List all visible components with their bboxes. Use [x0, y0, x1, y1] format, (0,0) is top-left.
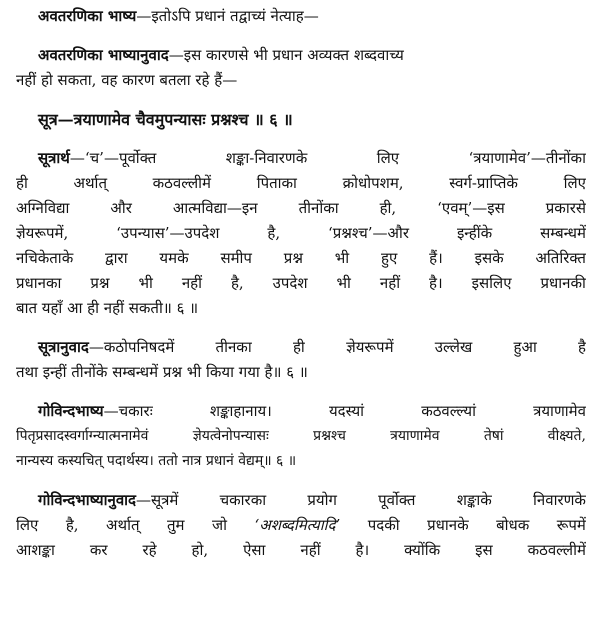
text-span: प्रधानकी — [540, 274, 586, 292]
section-sutranuvad — [16, 335, 586, 385]
text-span: ज्ञेयरूपमें — [346, 338, 394, 356]
text-span: उल्लेख — [434, 338, 473, 356]
section-heading: गोविन्दभाष्य — [38, 402, 104, 420]
text-span: कर — [89, 541, 108, 559]
text-span: हैं। — [429, 249, 443, 267]
text-span: क्योंकि — [404, 541, 441, 559]
text-span: अर्थात् — [73, 174, 107, 192]
text-line — [16, 449, 586, 474]
text-span: त्रयाणामेव — [533, 402, 586, 420]
text-span: प्रश्न — [90, 274, 110, 292]
text-span: कठवल्ल्यां — [421, 402, 476, 420]
text-span: —चकारः — [103, 402, 153, 420]
text-span: ज्ञेयरूपमें, — [16, 224, 69, 242]
text-span: है, — [230, 274, 244, 292]
text-line — [16, 68, 586, 93]
text-span: प्रधानके — [427, 516, 469, 534]
text-span: है। — [429, 274, 443, 292]
section-heading: सूत्रानुवाद — [38, 338, 89, 356]
text-span: उपदेश — [272, 274, 308, 292]
text-span: हुआ — [513, 338, 537, 356]
text-span: ही — [16, 174, 28, 192]
text-span — [38, 399, 153, 424]
text-line — [16, 4, 586, 29]
text-span: नहीं — [300, 541, 321, 559]
text-span: शङ्काके — [456, 491, 492, 509]
text-line — [16, 538, 586, 563]
section-heading: गोविन्दभाष्यानुवाद — [38, 491, 137, 509]
text-span: हो, — [191, 541, 209, 559]
text-span: है, — [267, 224, 281, 242]
text-span: सम्बन्धमें — [540, 224, 586, 242]
text-span: भी — [334, 249, 350, 267]
text-span: रूपमें — [556, 516, 586, 534]
text-span: ‘प्रश्नश्च’—और — [327, 224, 410, 242]
text-span: प्रयोग — [307, 491, 337, 509]
text-span: समीप — [220, 249, 252, 267]
text-span: हुए — [381, 249, 398, 267]
text-span: अतिरिक्त — [535, 249, 586, 267]
section-heading: अवतरणिका भाष्यानुवाद — [38, 46, 169, 64]
text-line — [16, 221, 586, 246]
text-span: —सूत्रमें — [136, 491, 179, 509]
text-span: ‘उपन्यास’—उपदेश — [116, 224, 220, 242]
text-span: बोधक — [496, 516, 530, 534]
text-line — [16, 399, 586, 424]
text-span: प्रधानका — [16, 274, 62, 292]
text-span: इसलिए — [471, 274, 512, 292]
text-line — [16, 360, 586, 385]
text-span: नहीं हो सकता, वह कारण बतला रहे हैं— — [16, 71, 238, 89]
section-heading: अवतरणिका भाष्य — [38, 7, 137, 25]
text-span: पूर्वोक्त — [378, 491, 416, 509]
text-span: नहीं — [181, 274, 203, 292]
section-sutra — [16, 107, 586, 132]
text-span: जो — [211, 516, 227, 534]
text-span: तुम — [166, 516, 185, 534]
section-govinda-bhashyanuvad — [16, 488, 586, 563]
section-govinda-bhashya — [16, 399, 586, 474]
text-span: प्रकारसे — [545, 199, 586, 217]
text-span: अग्निविद्या — [16, 199, 70, 217]
text-line — [16, 513, 586, 538]
text-span: और — [110, 199, 132, 217]
text-span: वीक्ष्यते, — [547, 428, 586, 444]
text-span: रहे — [142, 541, 157, 559]
text-span — [38, 488, 178, 513]
text-span: —कठोपनिषदमें — [88, 338, 175, 356]
text-span: लिए — [376, 149, 400, 167]
text-span: इन्हींके — [456, 224, 493, 242]
text-span: बात यहाँ आ ही नहीं सकती॥ ६ ॥ — [16, 299, 199, 317]
text-span: लिए — [16, 516, 39, 534]
text-span: ‘अशब्दमित्यादि’ — [254, 516, 341, 534]
text-span: कठवल्लीमें — [527, 541, 586, 559]
section-avataranika-bhashya — [16, 4, 586, 29]
text-span: है — [578, 338, 586, 356]
text-span: द्वारा — [105, 249, 128, 267]
text-span: प्रश्नश्च — [313, 428, 346, 444]
text-span: तीनका — [215, 338, 252, 356]
text-span: नचिकेताके — [16, 249, 74, 267]
text-span: कठवल्लीमें — [152, 174, 212, 192]
text-span: आशङ्का — [16, 541, 55, 559]
text-span: तीनोंका — [298, 199, 339, 217]
text-span: —‘च’—पूर्वोक्त — [69, 149, 157, 167]
text-line — [16, 271, 586, 296]
text-span: है। — [355, 541, 370, 559]
text-span: —इस कारणसे भी प्रधान अव्यक्त शब्दवाच्य — [168, 46, 404, 64]
text-span: ही — [292, 338, 305, 356]
text-span: त्रयाणामेव — [390, 428, 440, 444]
text-span: नहीं — [379, 274, 401, 292]
section-sutrartha — [16, 146, 586, 321]
text-line — [16, 146, 586, 171]
text-span: शङ्का-निवारणके — [225, 149, 308, 167]
section-avataranika-bhashyanuvad — [16, 43, 586, 93]
text-line — [16, 296, 586, 321]
text-line — [16, 424, 586, 449]
text-span: इसके — [474, 249, 504, 267]
text-span: है, — [65, 516, 79, 534]
text-span: ऐसा — [243, 541, 266, 559]
text-span: ज्ञेयत्वेनोपन्यासः — [192, 428, 269, 444]
text-span: निवारणके — [533, 491, 586, 509]
text-line — [16, 43, 586, 68]
text-span: चकारका — [219, 491, 267, 509]
text-span: पिताका — [256, 174, 297, 192]
text-span: इस — [475, 541, 493, 559]
text-line — [16, 488, 586, 513]
text-span: आत्मविद्या—इन — [172, 199, 258, 217]
text-span: अर्थात् — [106, 516, 140, 534]
text-span: तथा इन्हीं तीनोंके सम्बन्धमें प्रश्न भी किया गया है॥ ६ ॥ — [16, 363, 308, 381]
text-line — [16, 246, 586, 271]
text-span: तेषां — [483, 428, 504, 444]
text-span: पितृप्रसादस्वर्गाग्न्यात्मनामेवं — [16, 428, 149, 444]
text-span: शङ्काहानाय। — [209, 402, 272, 420]
text-line — [16, 171, 586, 196]
text-span: प्रश्न — [283, 249, 303, 267]
text-span: —इतोऽपि प्रधानं तद्वाच्यं नेत्याह— — [136, 7, 319, 25]
text-span: भी — [138, 274, 153, 292]
text-span: नान्यस्य कस्यचित् पदार्थस्य। ततो नात्र प्रधानं वेद्यम्॥ ६ ॥ — [16, 453, 297, 469]
text-span: क्रोधोपशम, — [342, 174, 404, 192]
text-span: यदस्यां — [328, 402, 365, 420]
text-span: पदकी — [367, 516, 400, 534]
sutra-text: सूत्र—त्रयाणामेव चैवमुपन्यासः प्रश्नश्च ॥ ६ ॥ — [38, 110, 293, 129]
text-span: ‘एवम्’—इस — [437, 199, 505, 217]
text-span: ही, — [379, 199, 397, 217]
section-heading: सूत्रार्थ — [38, 149, 70, 167]
text-span: लिए — [563, 174, 586, 192]
text-line — [16, 196, 586, 221]
text-span — [38, 335, 174, 360]
text-span: ‘त्रयाणामेव’—तीनोंका — [468, 149, 586, 167]
text-span — [38, 146, 156, 171]
text-span: भी — [336, 274, 351, 292]
text-line — [16, 335, 586, 360]
text-span: यमके — [159, 249, 189, 267]
text-span: स्वर्ग-प्राप्तिके — [449, 174, 518, 192]
